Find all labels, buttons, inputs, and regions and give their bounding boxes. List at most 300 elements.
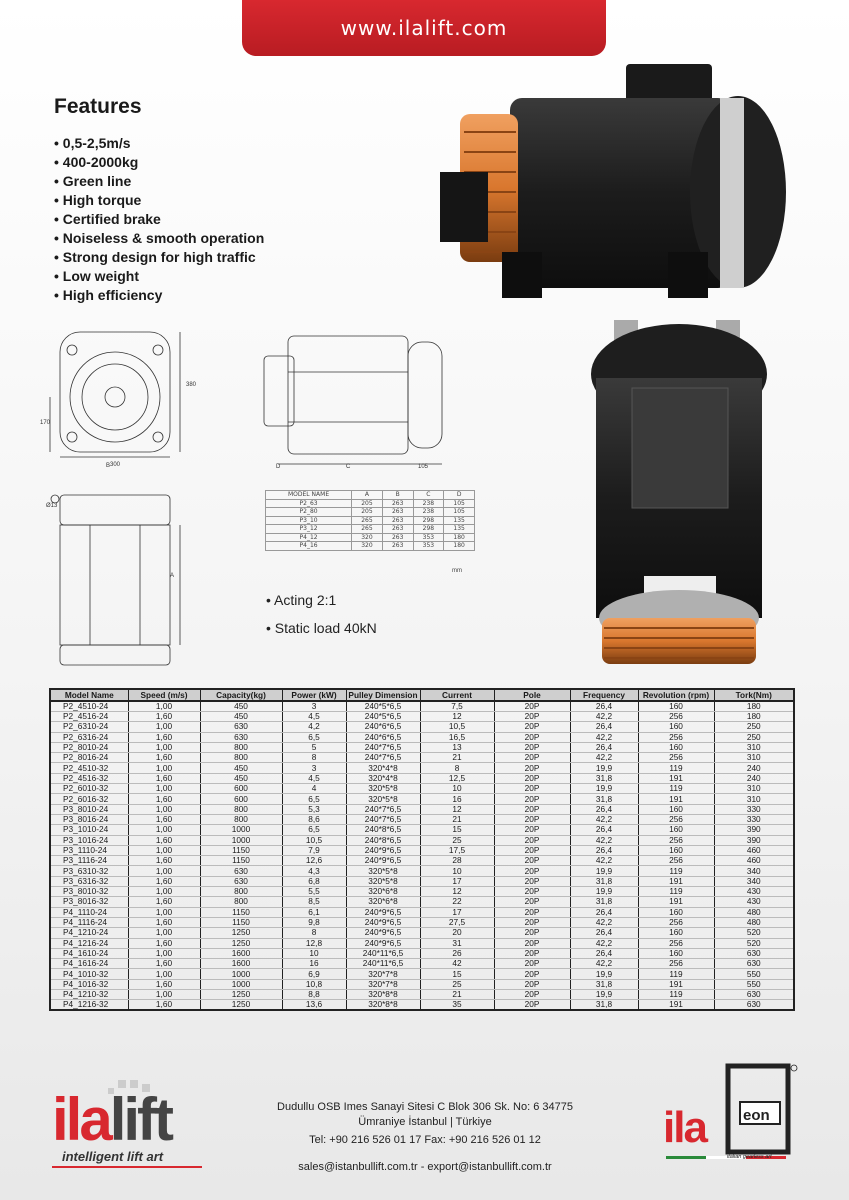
table-cell: 240*7*6,5 — [346, 753, 420, 763]
table-cell: 520 — [714, 928, 794, 938]
ilalift-logo-ila: ila — [52, 1086, 110, 1153]
dim-table-cell: 238 — [413, 508, 444, 517]
table-cell: 42,2 — [570, 959, 638, 969]
col-pole: Pole — [494, 689, 570, 701]
table-cell: 10 — [420, 784, 494, 794]
table-row — [50, 825, 794, 835]
table-cell: P2_6316-24 — [50, 732, 128, 742]
table-cell: 240*11*6,5 — [346, 959, 420, 969]
website-url[interactable]: www.ilalift.com — [340, 16, 508, 40]
table-cell: 1,00 — [128, 763, 200, 773]
dim-col-d: D — [444, 491, 475, 500]
table-cell: 630 — [200, 722, 282, 732]
table-cell: 320*5*8 — [346, 784, 420, 794]
table-cell: 320*8*8 — [346, 990, 420, 1000]
table-cell: 42,2 — [570, 938, 638, 948]
table-cell: 240 — [714, 773, 794, 783]
table-cell: 119 — [638, 990, 714, 1000]
motor-front-photo — [586, 318, 772, 670]
col-frequency: Frequency — [570, 689, 638, 701]
col-capacity: Capacity(kg) — [200, 689, 282, 701]
col-current: Current — [420, 689, 494, 701]
table-cell: 1,00 — [128, 701, 200, 712]
table-cell: 119 — [638, 784, 714, 794]
col-tork: Tork(Nm) — [714, 689, 794, 701]
table-cell: 42 — [420, 959, 494, 969]
table-cell: 20P — [494, 742, 570, 752]
table-row — [50, 784, 794, 794]
table-cell: 20P — [494, 876, 570, 886]
table-row — [50, 907, 794, 917]
table-cell: 1,00 — [128, 887, 200, 897]
dim-label-300: 300 — [110, 462, 121, 468]
table-row — [50, 1000, 794, 1011]
footer-contact: Tel: +90 216 526 01 17 Fax: +90 216 526 01 12 — [309, 1134, 541, 1146]
table-cell: 6,5 — [282, 794, 346, 804]
table-cell: 480 — [714, 917, 794, 927]
table-cell: 20P — [494, 845, 570, 855]
table-cell: 1,60 — [128, 959, 200, 969]
table-cell: 630 — [200, 876, 282, 886]
table-cell: 20P — [494, 794, 570, 804]
dim-table-cell: 320 — [352, 533, 383, 542]
table-row — [50, 814, 794, 824]
website-banner — [242, 0, 606, 56]
table-cell: 10,5 — [420, 722, 494, 732]
table-cell: 3 — [282, 763, 346, 773]
table-row — [50, 866, 794, 876]
table-cell: 19,9 — [570, 763, 638, 773]
table-cell: 250 — [714, 732, 794, 742]
table-cell: 256 — [638, 917, 714, 927]
table-cell: 460 — [714, 856, 794, 866]
table-cell: P3_1010-24 — [50, 825, 128, 835]
table-cell: 191 — [638, 773, 714, 783]
feature-item: • High torque — [54, 191, 264, 210]
table-cell: 25 — [420, 835, 494, 845]
table-cell: 180 — [714, 701, 794, 712]
table-cell: 1,60 — [128, 794, 200, 804]
table-cell: 20P — [494, 969, 570, 979]
table-cell: 26,4 — [570, 907, 638, 917]
table-cell: 240*5*6,5 — [346, 712, 420, 722]
table-cell: 26,4 — [570, 845, 638, 855]
table-row — [50, 959, 794, 969]
table-cell: 1,60 — [128, 938, 200, 948]
feature-item: • 400-2000kg — [54, 153, 264, 172]
dim-table-cell: P3_10 — [266, 516, 352, 525]
table-cell: 320*8*8 — [346, 1000, 420, 1011]
table-cell: 450 — [200, 701, 282, 712]
table-cell: 8 — [282, 753, 346, 763]
ilaeon-logo-eon: eon — [743, 1107, 770, 1124]
table-cell: 1150 — [200, 917, 282, 927]
table-cell: 20P — [494, 979, 570, 989]
table-cell: 1,00 — [128, 990, 200, 1000]
table-cell: 240*7*6,5 — [346, 814, 420, 824]
table-cell: 20 — [420, 928, 494, 938]
table-row — [50, 917, 794, 927]
table-cell: 1,00 — [128, 742, 200, 752]
table-cell: 20P — [494, 948, 570, 958]
table-cell: 1600 — [200, 959, 282, 969]
table-cell: 256 — [638, 814, 714, 824]
features-list — [54, 134, 264, 305]
table-cell: P2_4516-24 — [50, 712, 128, 722]
dim-table-cell: P4_12 — [266, 533, 352, 542]
table-cell: 20P — [494, 753, 570, 763]
motor-side-photo — [438, 62, 808, 302]
table-cell: 3 — [282, 701, 346, 712]
table-cell: P4_1210-32 — [50, 990, 128, 1000]
table-cell: 1,60 — [128, 1000, 200, 1011]
dim-table-cell: 105 — [444, 499, 475, 508]
top-view-drawing — [40, 485, 190, 675]
table-row — [50, 938, 794, 948]
table-cell: 1,60 — [128, 773, 200, 783]
table-cell: P2_8016-24 — [50, 753, 128, 763]
table-cell: 160 — [638, 907, 714, 917]
table-cell: 12 — [420, 887, 494, 897]
dim-label-a: A — [170, 573, 175, 579]
dim-table-cell: 205 — [352, 499, 383, 508]
table-cell: 240*9*6,5 — [346, 938, 420, 948]
table-cell: 480 — [714, 907, 794, 917]
dim-table-cell: 353 — [413, 533, 444, 542]
table-row — [50, 990, 794, 1000]
dim-label-dia13: Ø13 — [46, 503, 58, 509]
address-line2: Ümraniye İstanbul | Türkiye — [358, 1116, 492, 1128]
table-cell: 1,00 — [128, 928, 200, 938]
spec-table — [49, 688, 795, 1011]
table-cell: P2_4516-32 — [50, 773, 128, 783]
dim-label-b: B — [106, 463, 111, 469]
table-cell: 42,2 — [570, 732, 638, 742]
col-pulley: Pulley Dimension — [346, 689, 420, 701]
table-cell: 1,60 — [128, 979, 200, 989]
table-cell: 320*4*8 — [346, 773, 420, 783]
table-cell: 10,8 — [282, 979, 346, 989]
table-cell: 119 — [638, 763, 714, 773]
table-cell: 8,5 — [282, 897, 346, 907]
table-cell: 1,00 — [128, 804, 200, 814]
dim-col-model: MODEL NAME — [266, 491, 352, 500]
table-cell: P3_1016-24 — [50, 835, 128, 845]
table-cell: 19,9 — [570, 784, 638, 794]
table-cell: 20P — [494, 990, 570, 1000]
table-cell: 6,1 — [282, 907, 346, 917]
table-cell: P3_8016-24 — [50, 814, 128, 824]
table-cell: 1,60 — [128, 897, 200, 907]
table-row — [50, 969, 794, 979]
ilalift-logo-lift: lift — [109, 1086, 172, 1153]
table-cell: 630 — [714, 948, 794, 958]
table-cell: 310 — [714, 753, 794, 763]
table-cell: 42,2 — [570, 753, 638, 763]
feature-item: • 0,5-2,5m/s — [54, 134, 264, 153]
table-cell: 240*9*6,5 — [346, 845, 420, 855]
table-cell: 1000 — [200, 825, 282, 835]
table-cell: 390 — [714, 835, 794, 845]
table-cell: 20P — [494, 856, 570, 866]
table-cell: 4,3 — [282, 866, 346, 876]
feature-item: • Certified brake — [54, 210, 264, 229]
dim-table-cell: 298 — [413, 525, 444, 534]
table-cell: 240*5*6,5 — [346, 701, 420, 712]
table-cell: 240*11*6,5 — [346, 948, 420, 958]
dim-table-cell: 263 — [382, 499, 413, 508]
table-cell: 6,9 — [282, 969, 346, 979]
dim-table-header — [266, 491, 475, 500]
table-cell: 320*5*8 — [346, 876, 420, 886]
feature-item: • Green line — [54, 172, 264, 191]
table-cell: 320*4*8 — [346, 763, 420, 773]
table-cell: 630 — [714, 1000, 794, 1011]
table-row — [50, 753, 794, 763]
dim-table-cell: 265 — [352, 516, 383, 525]
table-cell: 240*9*6,5 — [346, 917, 420, 927]
table-cell: 460 — [714, 845, 794, 855]
dim-table-cell: 298 — [413, 516, 444, 525]
table-cell: 20P — [494, 804, 570, 814]
dim-table-cell: 353 — [413, 542, 444, 551]
table-cell: 450 — [200, 763, 282, 773]
table-cell: 630 — [200, 732, 282, 742]
table-cell: 6,5 — [282, 732, 346, 742]
table-cell: 160 — [638, 701, 714, 712]
table-cell: 240*7*6,5 — [346, 804, 420, 814]
table-cell: 1,60 — [128, 712, 200, 722]
table-cell: 21 — [420, 753, 494, 763]
table-cell: 31,8 — [570, 979, 638, 989]
dim-table-cell: 180 — [444, 533, 475, 542]
table-row — [50, 979, 794, 989]
dim-table-row — [266, 499, 475, 508]
table-cell: 160 — [638, 742, 714, 752]
table-cell: 12,8 — [282, 938, 346, 948]
table-cell: 42,2 — [570, 835, 638, 845]
table-cell: 320*6*8 — [346, 897, 420, 907]
table-cell: 8,8 — [282, 990, 346, 1000]
dim-table-cell: 135 — [444, 525, 475, 534]
table-cell: 256 — [638, 938, 714, 948]
table-cell: 31,8 — [570, 876, 638, 886]
dim-table-cell: 265 — [352, 525, 383, 534]
table-cell: 191 — [638, 1000, 714, 1011]
table-cell: 12 — [420, 804, 494, 814]
dim-table-cell: 238 — [413, 499, 444, 508]
table-cell: 191 — [638, 979, 714, 989]
table-cell: 42,2 — [570, 917, 638, 927]
table-cell: 26,4 — [570, 804, 638, 814]
table-cell: 4 — [282, 784, 346, 794]
table-cell: 26,4 — [570, 722, 638, 732]
table-cell: P3_8016-32 — [50, 897, 128, 907]
table-cell: 1,00 — [128, 866, 200, 876]
table-cell: 13,6 — [282, 1000, 346, 1011]
table-cell: P2_8010-24 — [50, 742, 128, 752]
table-cell: 191 — [638, 794, 714, 804]
table-cell: 16 — [420, 794, 494, 804]
table-cell: 160 — [638, 928, 714, 938]
table-cell: 31,8 — [570, 897, 638, 907]
table-cell: 20P — [494, 928, 570, 938]
table-cell: 20P — [494, 887, 570, 897]
table-cell: 800 — [200, 814, 282, 824]
dim-table-row — [266, 516, 475, 525]
table-cell: 256 — [638, 856, 714, 866]
table-cell: 35 — [420, 1000, 494, 1011]
table-cell: 1,60 — [128, 753, 200, 763]
table-cell: 19,9 — [570, 990, 638, 1000]
table-cell: 240 — [714, 763, 794, 773]
spec-table-header — [50, 689, 794, 701]
table-cell: P2_6016-32 — [50, 794, 128, 804]
dim-table-cell: 205 — [352, 508, 383, 517]
table-cell: 630 — [714, 959, 794, 969]
table-row — [50, 887, 794, 897]
table-cell: 1150 — [200, 856, 282, 866]
feature-item: • High efficiency — [54, 286, 264, 305]
table-cell: 256 — [638, 753, 714, 763]
table-cell: 1,60 — [128, 917, 200, 927]
table-row — [50, 876, 794, 886]
table-cell: 31,8 — [570, 773, 638, 783]
table-cell: 256 — [638, 835, 714, 845]
table-cell: 1,00 — [128, 825, 200, 835]
feature-item: • Noiseless & smooth operation — [54, 229, 264, 248]
table-cell: 1000 — [200, 979, 282, 989]
table-cell: 12 — [420, 712, 494, 722]
footer-email[interactable]: sales@istanbullift.com.tr - export@istanbullift.com.tr — [298, 1161, 552, 1173]
table-cell: 8,6 — [282, 814, 346, 824]
table-cell: 20P — [494, 897, 570, 907]
table-cell: 1250 — [200, 938, 282, 948]
table-cell: 26,4 — [570, 701, 638, 712]
table-cell: 1,00 — [128, 948, 200, 958]
table-cell: 5 — [282, 742, 346, 752]
table-cell: 240*9*6,5 — [346, 928, 420, 938]
table-cell: 191 — [638, 876, 714, 886]
table-cell: P4_1216-32 — [50, 1000, 128, 1011]
table-cell: P4_1016-32 — [50, 979, 128, 989]
table-cell: 20P — [494, 732, 570, 742]
dim-table-cell: 263 — [382, 533, 413, 542]
dim-table-cell: P4_16 — [266, 542, 352, 551]
table-cell: 240*8*6,5 — [346, 825, 420, 835]
ilaeon-tagline: italian gearless art — [727, 1154, 772, 1160]
footer-address — [250, 1100, 600, 1130]
table-cell: 4,2 — [282, 722, 346, 732]
note-acting: • Acting 2:1 — [266, 592, 377, 608]
table-cell: 1000 — [200, 969, 282, 979]
dim-col-c: C — [413, 491, 444, 500]
table-row — [50, 804, 794, 814]
table-cell: 20P — [494, 701, 570, 712]
table-cell: 160 — [638, 804, 714, 814]
table-cell: 240*8*6,5 — [346, 835, 420, 845]
table-cell: 430 — [714, 897, 794, 907]
table-cell: 1250 — [200, 990, 282, 1000]
table-cell: 1250 — [200, 928, 282, 938]
table-cell: P4_1610-24 — [50, 948, 128, 958]
table-cell: P3_6310-32 — [50, 866, 128, 876]
table-cell: P4_1210-24 — [50, 928, 128, 938]
ilalift-tagline: intelligent lift art — [62, 1149, 164, 1164]
table-cell: 1,60 — [128, 856, 200, 866]
table-cell: 20P — [494, 773, 570, 783]
table-cell: 31,8 — [570, 794, 638, 804]
table-cell: 26,4 — [570, 742, 638, 752]
table-cell: 180 — [714, 712, 794, 722]
table-cell: 17 — [420, 907, 494, 917]
table-cell: 20P — [494, 938, 570, 948]
table-cell: P4_1216-24 — [50, 938, 128, 948]
dim-label-105: 105 — [418, 464, 429, 470]
col-power: Power (kW) — [282, 689, 346, 701]
table-cell: 16,5 — [420, 732, 494, 742]
dim-table-row — [266, 525, 475, 534]
table-cell: 240*7*6,5 — [346, 742, 420, 752]
table-cell: 31 — [420, 938, 494, 948]
table-cell: 20P — [494, 866, 570, 876]
table-cell: 1,00 — [128, 907, 200, 917]
table-cell: 1,60 — [128, 732, 200, 742]
table-cell: 31,8 — [570, 1000, 638, 1011]
table-cell: P2_6010-32 — [50, 784, 128, 794]
table-cell: 10 — [420, 866, 494, 876]
table-row — [50, 928, 794, 938]
table-cell: 26,4 — [570, 948, 638, 958]
table-cell: P2_4510-24 — [50, 701, 128, 712]
table-cell: 20P — [494, 959, 570, 969]
table-cell: 6,8 — [282, 876, 346, 886]
table-cell: 12,6 — [282, 856, 346, 866]
col-model-name: Model Name — [50, 689, 128, 701]
table-cell: P3_8010-32 — [50, 887, 128, 897]
table-cell: 10,5 — [282, 835, 346, 845]
table-cell: 430 — [714, 887, 794, 897]
table-cell: 1000 — [200, 835, 282, 845]
col-speed: Speed (m/s) — [128, 689, 200, 701]
table-cell: 450 — [200, 773, 282, 783]
table-row — [50, 701, 794, 712]
table-cell: 1600 — [200, 948, 282, 958]
table-cell: 310 — [714, 784, 794, 794]
table-cell: 800 — [200, 897, 282, 907]
table-cell: 390 — [714, 825, 794, 835]
table-cell: 240*9*6,5 — [346, 907, 420, 917]
table-cell: 320*7*8 — [346, 979, 420, 989]
table-cell: 119 — [638, 969, 714, 979]
table-cell: 310 — [714, 742, 794, 752]
table-cell: 17 — [420, 876, 494, 886]
table-cell: 20P — [494, 763, 570, 773]
table-cell: 25 — [420, 979, 494, 989]
table-cell: P3_1110-24 — [50, 845, 128, 855]
dim-table-cell: 263 — [382, 516, 413, 525]
dim-col-a: A — [352, 491, 383, 500]
dim-table-cell: 263 — [382, 508, 413, 517]
table-cell: 26,4 — [570, 825, 638, 835]
ilalift-logo — [52, 1086, 172, 1153]
table-cell: 320*5*8 — [346, 794, 420, 804]
table-cell: 8 — [420, 763, 494, 773]
col-revolution: Revolution (rpm) — [638, 689, 714, 701]
table-cell: 42,2 — [570, 856, 638, 866]
table-cell: 1,60 — [128, 814, 200, 824]
dim-table-cell: P3_12 — [266, 525, 352, 534]
